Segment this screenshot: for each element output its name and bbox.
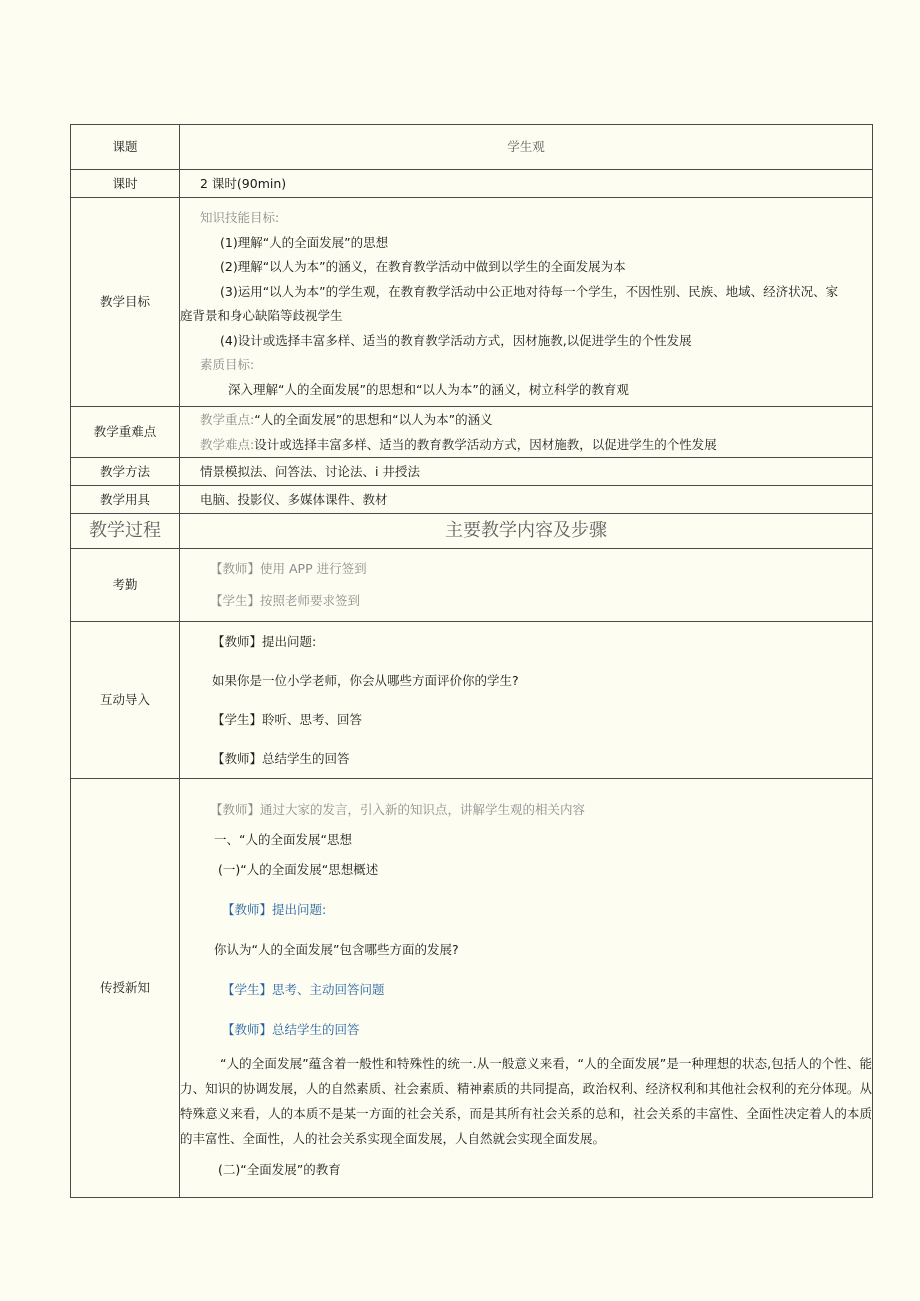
process-header-row — [71, 514, 873, 549]
keypoints-row — [71, 407, 873, 458]
subsection-heading: (一)“人的全面发展“思想概述 — [218, 862, 379, 877]
intro-cell — [180, 622, 873, 779]
hours-row — [71, 170, 873, 198]
hours-label: 课时 — [71, 170, 180, 198]
attendance-label: 考勤 — [71, 549, 180, 622]
section-heading: 一、“人的全面发展“思想 — [214, 832, 352, 847]
attendance-line: 【学生】按照老师要求签到 — [210, 593, 361, 608]
key-point-label: 教学重点: — [200, 412, 255, 427]
quality-item: 深入理解“人的全面发展”的思想和“以人为本”的涵义，树立科学的教育观 — [228, 381, 629, 397]
hours-value: 2 课时(90min) — [180, 170, 873, 198]
goal-item: (1)理解“人的全面发展”的思想 — [220, 234, 389, 250]
tools-row — [71, 486, 873, 514]
keypoints-label: 教学重难点 — [71, 407, 180, 458]
teach-line: 【教师】通过大家的发言，引入新的知识点，讲解学生观的相关内容 — [210, 802, 586, 817]
process-header-value: 主要教学内容及步骤 — [180, 514, 873, 549]
lesson-title: 学生观 — [180, 125, 873, 170]
teach-line: 【教师】提出问题: — [222, 902, 327, 917]
difficulty-label: 教学难点: — [200, 437, 255, 452]
intro-label: 互动导入 — [71, 622, 180, 779]
key-point-text: “人的全面发展”的思想和“以人为本”的涵义 — [254, 412, 493, 427]
teach-cell — [180, 779, 873, 1198]
goal-item: (2)理解“以人为本”的涵义，在教育教学活动中做到以学生的全面发展为本 — [220, 259, 626, 274]
method-value: 情景模拟法、问答法、讨论法、i 井授法 — [180, 458, 873, 486]
subsection-heading: (二)“全面发展”的教育 — [218, 1162, 341, 1177]
teach-paragraph: “人的全面发展”蕴含着一般性和特殊性的统一.从一般意义来看，“人的全面发展”是一种理想的状态,包括人的个性、能力、知识的协调发展，人的自然素质、社会素质、精神素质的共同提高，政治权利、经济权利和其他社会权利的充分体现。从特殊意义来看，人的本质不是某一方面的社会关系，而是其所有社会关系的总和，社会关系的丰富性、全面性决定着人的本质的丰富性、全面性，人的社会关系实现全面发展，人自然就会实现全面发展。 — [180, 1056, 872, 1146]
attendance-row — [71, 549, 873, 622]
goals-row — [71, 198, 873, 407]
teach-line: 【学生】思考、主动回答问题 — [222, 982, 385, 997]
intro-line: 【教师】总结学生的回答 — [212, 751, 350, 766]
teach-label: 传授新知 — [71, 779, 180, 1198]
teach-line: 【教师】总结学生的回答 — [222, 1022, 360, 1037]
attendance-cell — [180, 549, 873, 622]
teach-row — [71, 779, 873, 1198]
title-row — [71, 125, 873, 170]
goals-cell — [180, 198, 873, 407]
knowledge-heading: 知识技能目标: — [200, 210, 280, 225]
attendance-line: 【教师】使用 APP 进行签到 — [210, 561, 367, 576]
intro-line: 【教师】提出问题: — [212, 634, 317, 649]
process-header-label: 教学过程 — [71, 514, 180, 549]
intro-line: 【学生】聆听、思考、回答 — [212, 712, 363, 727]
intro-row — [71, 622, 873, 779]
lesson-plan-table — [70, 124, 873, 1198]
goal-item: (3)运用“以人为本”的学生观，在教育教学活动中公正地对待每一个学生，不因性别、民族、地域、经济状况、家 — [220, 283, 839, 299]
method-row — [71, 458, 873, 486]
keypoints-cell — [180, 407, 873, 458]
goals-label: 教学目标 — [71, 198, 180, 407]
difficulty-text: 设计或选择丰富多样、适当的教育教学活动方式，因材施教，以促进学生的个性发展 — [254, 437, 717, 452]
title-label: 课题 — [71, 125, 180, 170]
goal-item: (4)设计或选择丰富多样、适当的教育教学活动方式，因材施教,以促进学生的个性发展 — [220, 332, 692, 348]
tools-label: 教学用具 — [71, 486, 180, 514]
teach-question: 你认为“人的全面发展”包含哪些方面的发展? — [214, 942, 459, 957]
method-label: 教学方法 — [71, 458, 180, 486]
quality-heading: 素质目标: — [200, 357, 255, 372]
intro-line: 如果你是一位小学老师，你会从哪些方面评价你的学生? — [212, 673, 519, 688]
goal-item-continued: 庭背景和身心缺陷等歧视学生 — [180, 308, 343, 323]
tools-value: 电脑、投影仪、多媒体课件、教材 — [180, 486, 873, 514]
